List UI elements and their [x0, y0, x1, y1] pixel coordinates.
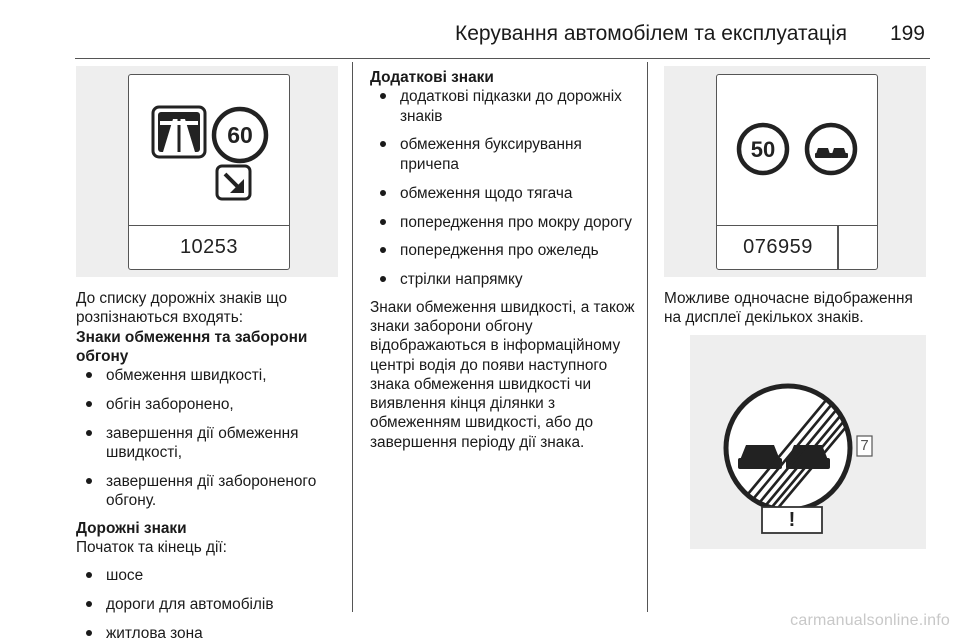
figure-code: 076959 — [743, 236, 813, 258]
list-item: попередження про ожеледь — [370, 241, 642, 260]
section-heading-speed-overtaking: Знаки обмеження та заборони обгону — [76, 328, 308, 365]
sign-code-area — [717, 225, 877, 270]
list-item: житлова зона — [76, 624, 348, 643]
column-divider-1 — [352, 62, 353, 612]
motorway-icon — [153, 107, 205, 157]
side-mark-text: 7 — [860, 437, 869, 454]
road-signs-subheading: Початок та кінець дії: — [76, 539, 227, 557]
column-divider-2 — [647, 62, 648, 612]
list-item: обмеження буксирування причепа — [370, 135, 642, 174]
watermark: carmanualsonline.info — [790, 612, 950, 629]
list-item: завершення дії обмеження швидкості, — [76, 424, 348, 463]
road-signs-list — [76, 566, 348, 643]
column-2-text — [370, 68, 642, 452]
sign-display-panel — [716, 74, 878, 270]
exclamation-text: ! — [788, 509, 796, 531]
figure-end-no-overtaking-sign — [690, 335, 926, 549]
sign-code-area — [129, 225, 289, 270]
list-item: обгін заборонено, — [76, 395, 348, 414]
speed-overtaking-list — [76, 366, 348, 511]
figure-code: 10253 — [179, 236, 239, 258]
end-of-no-overtaking-icon — [726, 386, 850, 510]
header-divider — [75, 58, 930, 59]
figure-speed-no-overtaking-sign — [664, 66, 926, 277]
list-item: додаткові підказки до дорожніх знаків — [370, 87, 642, 126]
section-heading-additional-signs: Додаткові знаки — [370, 69, 494, 86]
list-item: завершення дії забороненого обгону. — [76, 472, 348, 511]
list-item: стрілки напрямку — [370, 270, 642, 289]
column-1-text — [76, 289, 348, 643]
list-item: попередження про мокру дорогу — [370, 213, 642, 232]
display-paragraph: Знаки обмеження швидкості, а також знаки заборони обгону відображаються в інформаційному центрі водія до появи наступного знака обмеження швидкості чи виявлення кінця ділянки з обмеженням швидкості, або до завершення періоду дії знака. — [370, 298, 635, 451]
list-item: обмеження щодо тягача — [370, 184, 642, 203]
code-separator — [837, 226, 839, 270]
no-overtaking-icon — [807, 125, 855, 173]
section-heading-road-signs: Дорожні знаки — [76, 519, 187, 537]
motorway-speed-arrow-signs — [129, 75, 289, 225]
page-header-title: Керування автомобілем та експлуатація — [455, 22, 848, 45]
list-item: обмеження швидкості, — [76, 366, 348, 385]
multiple-signs-caption: Можливе одночасне відображення на дисплеї декількох знаків. — [664, 290, 913, 327]
arrow-down-right-icon — [217, 166, 250, 199]
speed-limit-value: 50 — [750, 137, 776, 162]
page-number: 199 — [889, 22, 925, 45]
figure-motorway-speed-sign — [76, 66, 338, 277]
speed-limit-value: 60 — [227, 122, 253, 148]
speed-and-overtaking-signs — [717, 75, 877, 225]
intro-paragraph: До списку дорожніх знаків що розпізнаються входять: — [76, 290, 288, 327]
additional-signs-list — [370, 87, 642, 289]
list-item: дороги для автомобілів — [76, 595, 348, 614]
list-item: шосе — [76, 566, 348, 585]
column-3-text — [664, 289, 932, 328]
sign-display-panel — [128, 74, 290, 270]
